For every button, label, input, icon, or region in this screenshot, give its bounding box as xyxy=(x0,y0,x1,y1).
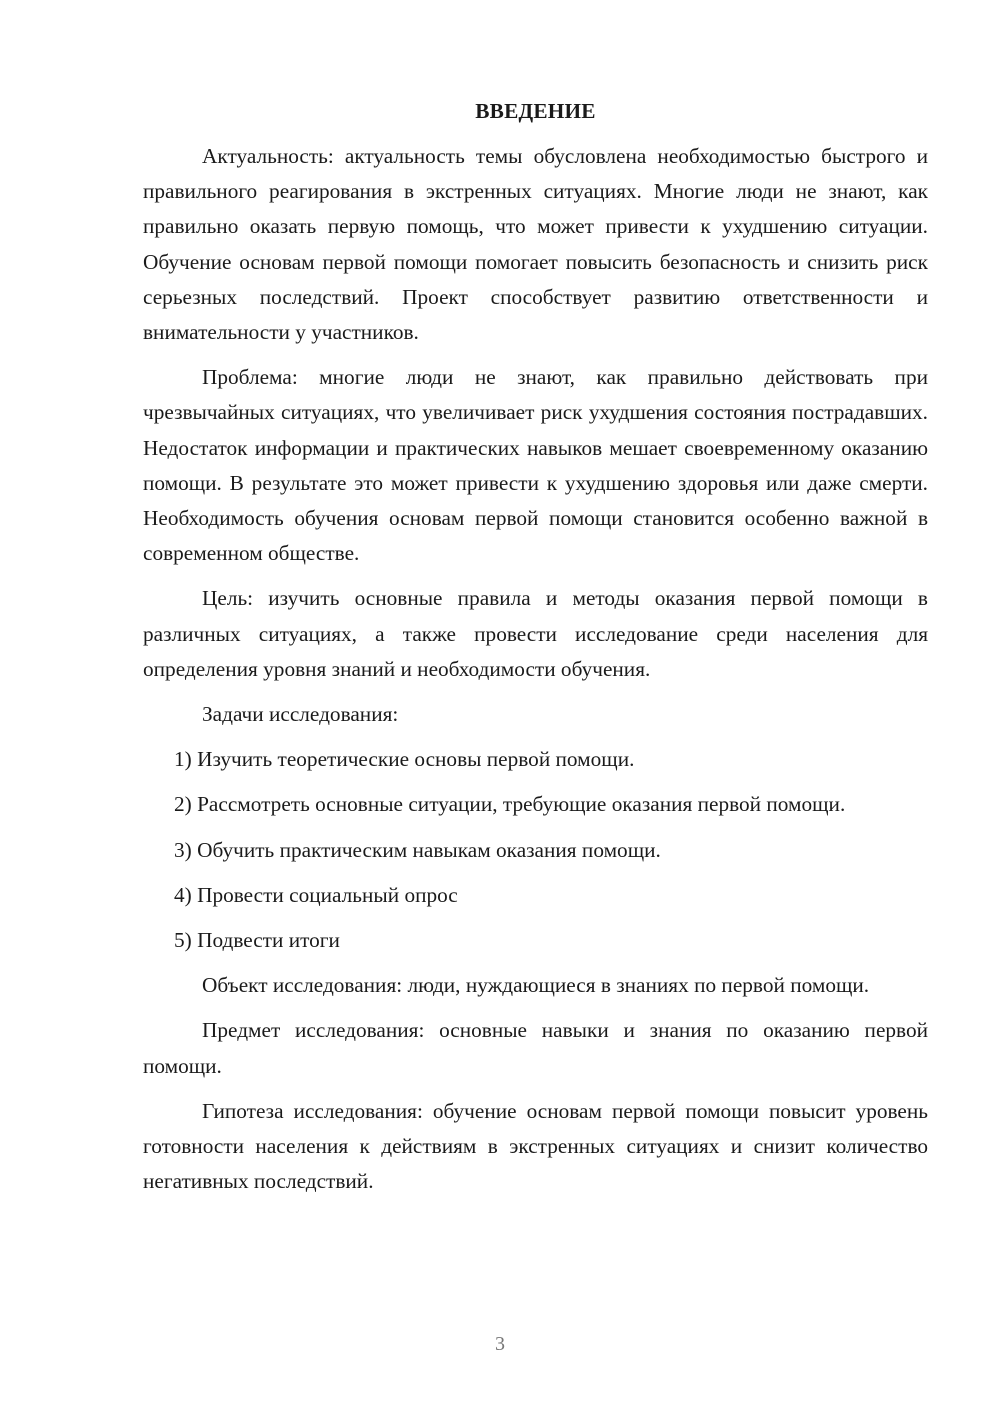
paragraph-subject: Предмет исследования: основные навыки и знания по оказанию первой помощи. xyxy=(143,1018,928,1078)
task-item: 4) Провести социальный опрос xyxy=(174,882,458,907)
paragraph-problem: Проблема: многие люди не знают, как правильно действовать при чрезвычайных ситуациях, что увеличивает риск ухудшения состояния пострадавших. Недостаток информации и практических навыков мешает своевременному оказанию помощи. В результате это может привести к ухудшению здоровья или даже смерти. Необходимость обучения основам первой помощи становится особенно важной в современном обществе. xyxy=(143,365,928,566)
task-item: 3) Обучить практическим навыкам оказания помощи. xyxy=(174,837,661,862)
task-item: 5) Подвести итоги xyxy=(174,928,340,953)
paragraph-relevance: Актуальность: актуальность темы обусловлена необходимостью быстрого и правильного реагирования в экстренных ситуациях. Многие люди не знают, как правильно оказать первую помощь, что может привести к ухудшению ситуации. Обучение основам первой помощи помогает повысить безопасность и снизить риск серьезных последствий. Проект способствует развитию ответственности и внимательности у участников. xyxy=(143,144,928,345)
tasks-heading: Задачи исследования: xyxy=(202,702,399,727)
task-item: 1) Изучить теоретические основы первой помощи. xyxy=(174,747,635,772)
page-number: 3 xyxy=(495,1333,505,1355)
page-content xyxy=(143,95,928,1209)
paragraph-hypothesis: Гипотеза исследования: обучение основам первой помощи повысит уровень готовности населения к действиям в экстренных ситуациях и снизит количество негативных последствий. xyxy=(143,1098,928,1194)
task-item: 2) Рассмотреть основные ситуации, требующие оказания первой помощи. xyxy=(174,792,846,817)
paragraph-object: Объект исследования: люди, нуждающиеся в знаниях по первой помощи. xyxy=(202,973,870,998)
page-title: ВВЕДЕНИЕ xyxy=(475,99,596,123)
paragraph-goal: Цель: изучить основные правила и методы оказания первой помощи в различных ситуациях, а также провести исследование среди населения для определения уровня знаний и необходимости обучения. xyxy=(143,586,928,681)
